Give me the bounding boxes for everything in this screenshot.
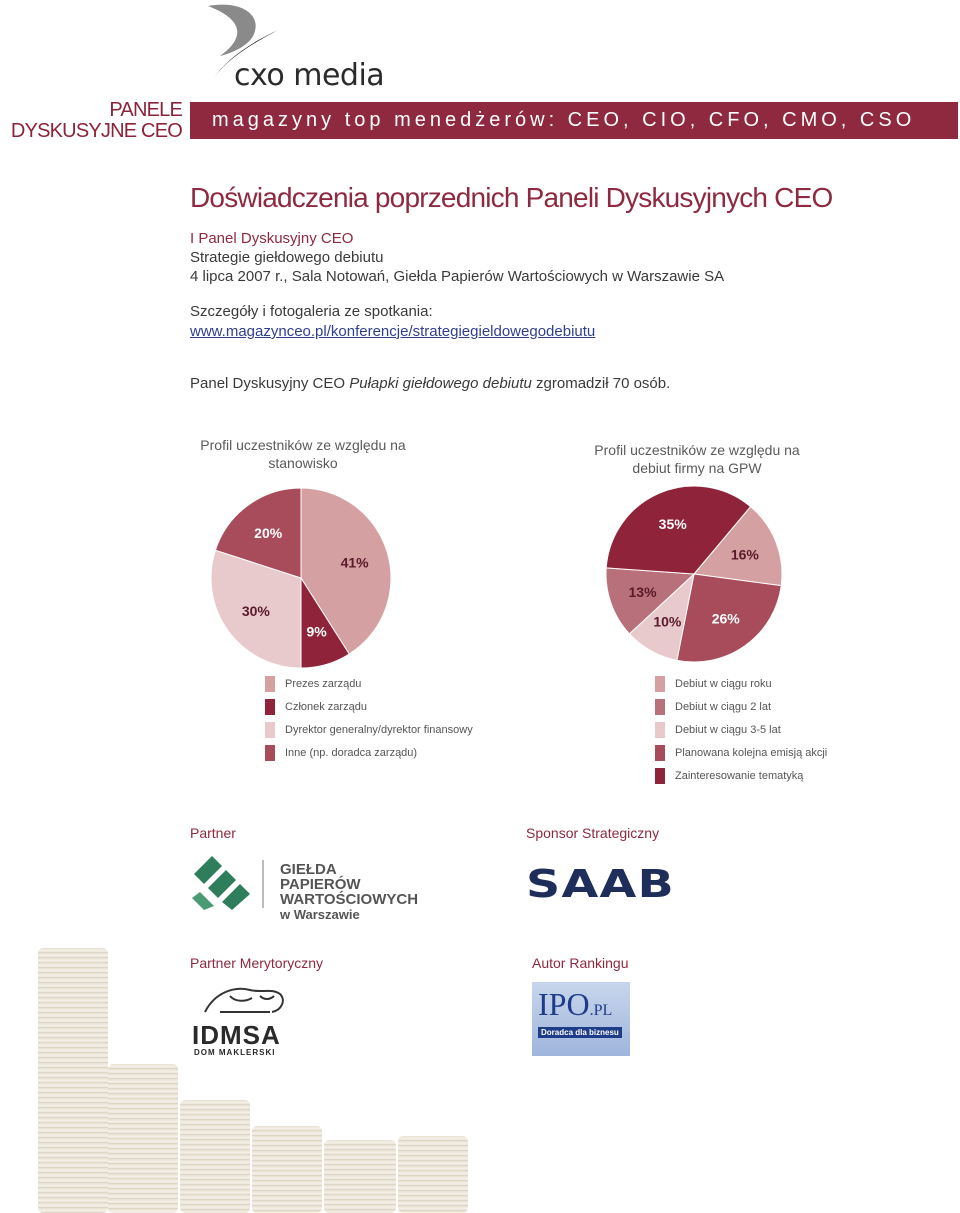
legend-item bbox=[265, 672, 473, 695]
gpw-name-line1: GIEŁDA PAPIERÓW bbox=[280, 861, 361, 893]
legend-item bbox=[655, 741, 827, 764]
pie-slice-label: 20% bbox=[254, 524, 283, 541]
pie-slice-label: 35% bbox=[658, 515, 687, 532]
legend-swatch bbox=[655, 699, 665, 715]
chart2-title: Profil uczestników ze względu na debiut firmy na GPW bbox=[594, 442, 800, 476]
chart1-legend bbox=[265, 672, 473, 764]
legend-item bbox=[655, 672, 827, 695]
strategic-sponsor-label: Sponsor Strategiczny bbox=[526, 825, 660, 841]
ipo-name: IPO bbox=[538, 986, 590, 1022]
pie-slice-label: 10% bbox=[653, 613, 682, 630]
ipo-logo bbox=[532, 982, 630, 1056]
page-title: Doświadczenia poprzednich Paneli Dyskusyjnych CEO bbox=[190, 182, 833, 213]
pie-slice-label: 9% bbox=[306, 623, 327, 640]
saab-logo: SAAB bbox=[526, 862, 675, 906]
pie-slice-label: 26% bbox=[711, 610, 740, 627]
pie-chart-position bbox=[211, 488, 391, 668]
gpw-emblem-icon bbox=[190, 852, 252, 910]
idmsa-subtitle: DOM MAKLERSKI bbox=[194, 1048, 276, 1057]
legend-swatch bbox=[655, 722, 665, 738]
pie-slice-label: 41% bbox=[340, 554, 369, 571]
chart2-legend bbox=[655, 672, 827, 787]
logo-wordmark: cxo media bbox=[234, 58, 385, 93]
legend-swatch bbox=[265, 722, 275, 738]
legend-swatch bbox=[655, 768, 665, 784]
legend-swatch bbox=[265, 745, 275, 761]
legend-item bbox=[655, 718, 827, 741]
legend-swatch bbox=[265, 699, 275, 715]
legend-item bbox=[265, 741, 473, 764]
gpw-name-line3: w Warszawie bbox=[280, 907, 360, 922]
pie-slice-label: 16% bbox=[730, 546, 759, 563]
merit-partner-label: Partner Merytoryczny bbox=[190, 955, 324, 971]
pie-chart-gpw-debut bbox=[606, 486, 782, 662]
attendance-prefix: Panel Dyskusyjny CEO bbox=[190, 375, 350, 392]
legend-label: Debiut w ciągu roku bbox=[675, 677, 772, 690]
legend-label: Zainteresowanie tematyką bbox=[675, 769, 804, 782]
legend-label: Prezes zarządu bbox=[285, 677, 362, 690]
gpw-name-line2: WARTOŚCIOWYCH bbox=[280, 891, 419, 908]
ranking-author-label: Autor Rankingu bbox=[532, 955, 629, 971]
legend-swatch bbox=[655, 676, 665, 692]
legend-item bbox=[265, 718, 473, 741]
attendance-event-name: Pułapki giełdowego debiutu bbox=[349, 375, 532, 392]
ipo-tagline: Doradca dla biznesu bbox=[538, 1027, 622, 1038]
pie-slice-label: 13% bbox=[628, 584, 657, 601]
chart1-title: Profil uczestników ze względu na stanowisko bbox=[200, 437, 406, 471]
panel-title: Strategie giełdowego debiutu bbox=[190, 249, 384, 266]
legend-swatch bbox=[265, 676, 275, 692]
gpw-logo bbox=[190, 852, 420, 922]
legend-label: Inne (np. doradca zarządu) bbox=[285, 746, 418, 759]
header-banner: magazyny top menedżerów: CEO, CIO, CFO, CMO, CSO bbox=[190, 102, 958, 139]
legend-label: Dyrektor generalny/dyrektor finansowy bbox=[285, 723, 473, 736]
pie-slice-label: 30% bbox=[241, 602, 270, 619]
legend-label: Planowana kolejna emisją akcji bbox=[675, 746, 828, 759]
section-side-label: PANELE DYSKUSYJNE CEO bbox=[10, 99, 182, 142]
attendance-note bbox=[190, 375, 670, 392]
panel-number: I Panel Dyskusyjny CEO bbox=[190, 230, 354, 247]
idmsa-name: IDMSA bbox=[192, 1020, 281, 1050]
legend-swatch bbox=[655, 745, 665, 761]
coin-stacks-illustration bbox=[0, 940, 480, 1213]
legend-label: Debiut w ciągu 3-5 lat bbox=[675, 723, 781, 736]
ipo-suffix: .PL bbox=[589, 1002, 613, 1019]
legend-item bbox=[655, 764, 827, 787]
legend-label: Debiut w ciągu 2 lat bbox=[675, 700, 771, 713]
legend-item bbox=[265, 695, 473, 718]
legend-label: Członek zarządu bbox=[285, 700, 367, 713]
legend-item bbox=[655, 695, 827, 718]
details-label: Szczegóły i fotogaleria ze spotkania: bbox=[190, 303, 433, 320]
attendance-suffix: zgromadził 70 osób. bbox=[531, 375, 671, 392]
partner-label: Partner bbox=[190, 825, 236, 841]
panel-date-location: 4 lipca 2007 r., Sala Notowań, Giełda Papierów Wartościowych w Warszawie SA bbox=[190, 268, 725, 285]
details-link[interactable]: www.magazynceo.pl/konferencje/strategiegieldowegodebiutu bbox=[190, 323, 596, 340]
